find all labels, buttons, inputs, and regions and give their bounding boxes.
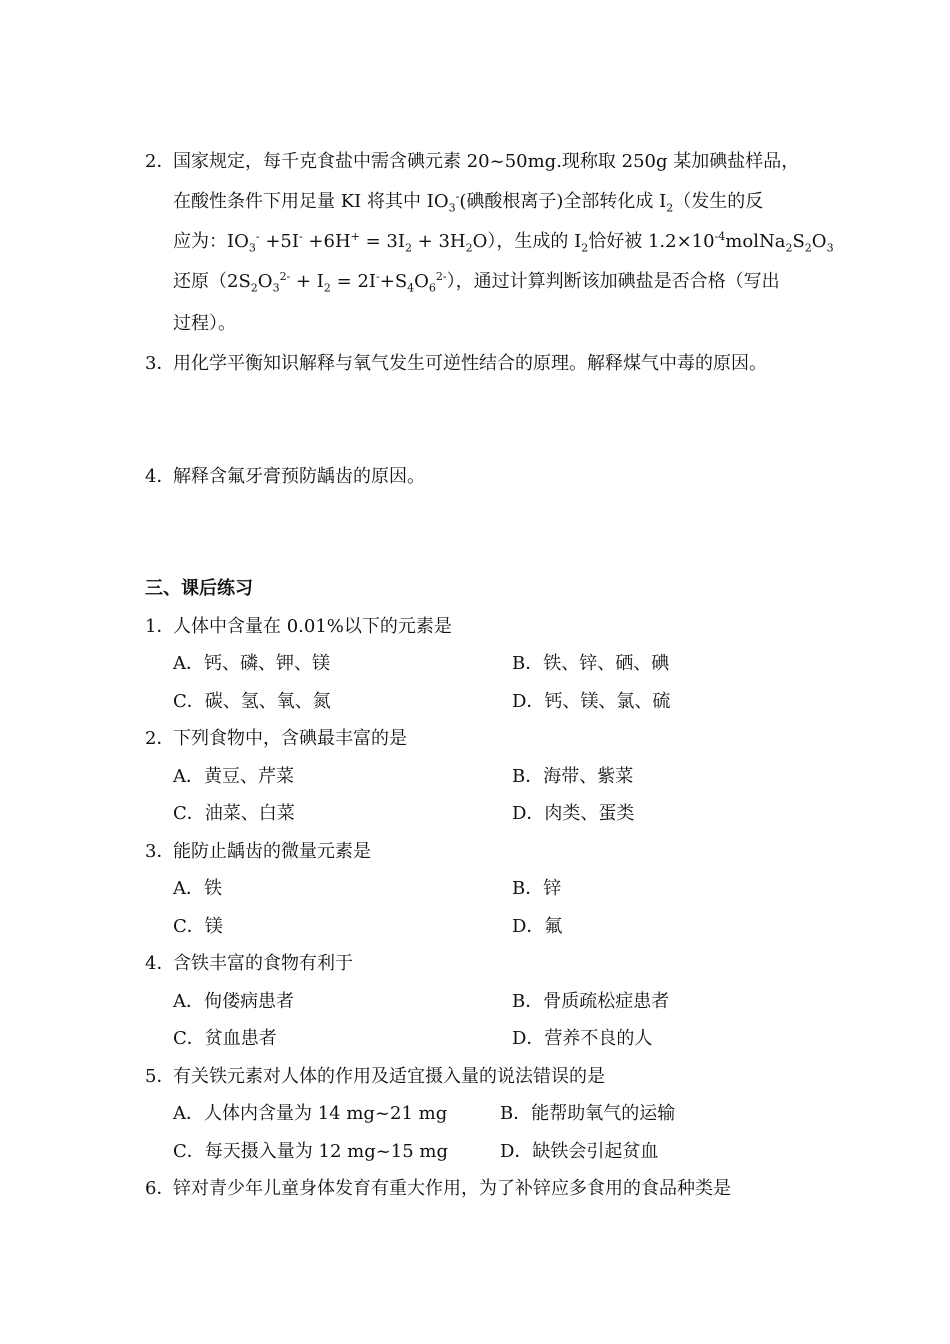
option-d: D．肉类、蛋类	[512, 803, 635, 824]
exercise-6: 6．锌对青少年儿童身体发育有重大作用，为了补锌应多食用的食品种类是	[145, 1178, 731, 1199]
exercise-3: 3．能防止龋齿的微量元素是	[145, 841, 371, 862]
question-2-line-3: 应为：$IO_3^- +5I^- +6H^+ = 3I_2 + 3H_2O$），生成的 $I_2$恰好被 $1.2\times 10^{-4}molNa_2S_2O_3$	[173, 230, 834, 255]
question-4: 4．解释含氟牙膏预防龋齿的原因。	[145, 466, 425, 487]
exercise-1: 1．人体中含量在 0.01%以下的元素是	[145, 616, 452, 637]
exercise-5: 5．有关铁元素对人体的作用及适宜摄入量的说法错误的是	[145, 1066, 605, 1087]
option-d: D．缺铁会引起贫血	[500, 1141, 659, 1162]
option-b: B．海带、紫菜	[512, 766, 634, 787]
section-heading: 三、课后练习	[145, 578, 253, 599]
question-2-line-5: 过程）。	[173, 313, 236, 334]
option-c: C．油菜、白菜	[173, 803, 295, 824]
question-number: 4．	[145, 466, 175, 487]
question-number: 3．	[145, 353, 175, 374]
exercise-4: 4．含铁丰富的食物有利于	[145, 953, 353, 974]
option-c: C．镁	[173, 916, 223, 937]
question-2-line-1: 2．国家规定，每千克食盐中需含碘元素 20~50mg.现称取 250g 某加碘盐样品，	[145, 151, 800, 172]
question-3: 3．用化学平衡知识解释与氧气发生可逆性结合的原理。解释煤气中毒的原因。	[145, 353, 767, 374]
option-b: B．骨质疏松症患者	[512, 991, 670, 1012]
option-d: D．营养不良的人	[512, 1028, 653, 1049]
option-a: A．佝偻病患者	[173, 991, 294, 1012]
question-2-line-4: 还原$(2S_2O_3^{2-} + I_2 = 2I^-+S_4O_6^{2-})$，通过计算判断该加碘盐是否合格（写出	[173, 270, 780, 295]
exercise-2: 2．下列食物中，含碘最丰富的是	[145, 728, 407, 749]
option-a: A．钙、磷、钾、镁	[173, 653, 330, 674]
option-a: A．铁	[173, 878, 222, 899]
question-number: 2．	[145, 151, 175, 172]
option-d: D．钙、镁、氯、硫	[512, 691, 671, 712]
option-d: D．氟	[512, 916, 563, 937]
option-c: C．每天摄入量为 12 mg~15 mg	[173, 1141, 449, 1162]
option-a: A．人体内含量为 14 mg~21 mg	[173, 1103, 448, 1124]
question-2-line-2: 在酸性条件下用足量 KI 将其中 $IO_3^-$(碘酸根离子)全部转化成 $I_2$（发生的反	[173, 190, 764, 215]
option-c: C．贫血患者	[173, 1028, 277, 1049]
option-b: B．锌	[512, 878, 562, 899]
option-a: A．黄豆、芹菜	[173, 766, 294, 787]
option-c: C．碳、氢、氧、氮	[173, 691, 331, 712]
option-b: B．铁、锌、硒、碘	[512, 653, 670, 674]
option-b: B．能帮助氧气的运输	[500, 1103, 676, 1124]
